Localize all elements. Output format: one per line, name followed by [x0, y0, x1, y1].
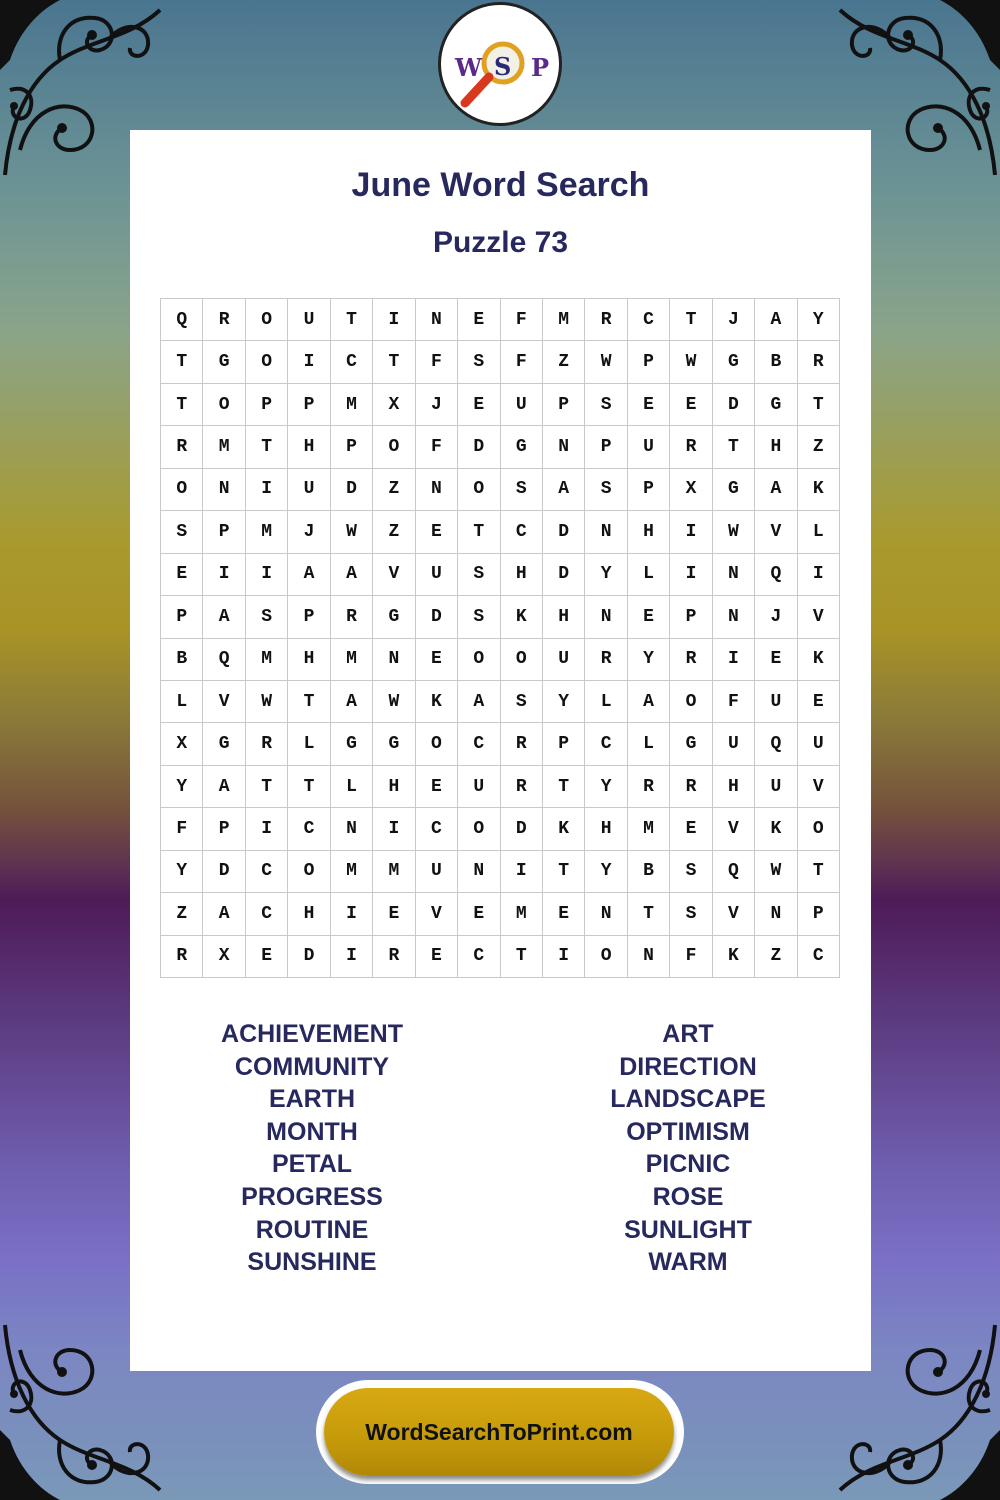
puzzle-sheet: [130, 130, 871, 1371]
grid-cell[interactable]: T: [713, 426, 755, 468]
grid-cell[interactable]: G: [670, 723, 712, 765]
grid-cell[interactable]: H: [585, 808, 627, 850]
grid-cell[interactable]: H: [501, 554, 543, 596]
grid-cell[interactable]: M: [543, 299, 585, 341]
word-list-item: DIRECTION: [619, 1052, 757, 1081]
grid-cell[interactable]: O: [501, 639, 543, 681]
grid-cell[interactable]: N: [331, 808, 373, 850]
grid-cell[interactable]: O: [670, 681, 712, 723]
grid-cell[interactable]: Y: [585, 554, 627, 596]
grid-cell[interactable]: N: [628, 936, 670, 978]
grid-cell[interactable]: L: [628, 723, 670, 765]
grid-cell[interactable]: V: [798, 766, 840, 808]
grid-cell[interactable]: A: [203, 596, 245, 638]
grid-cell[interactable]: E: [755, 639, 797, 681]
grid-cell[interactable]: P: [161, 596, 203, 638]
grid-cell[interactable]: O: [246, 341, 288, 383]
word-list-item: SUNSHINE: [247, 1248, 377, 1277]
grid-cell[interactable]: R: [628, 766, 670, 808]
grid-cell[interactable]: C: [458, 936, 500, 978]
grid-cell[interactable]: C: [628, 299, 670, 341]
grid-cell[interactable]: E: [458, 384, 500, 426]
grid-cell[interactable]: L: [288, 723, 330, 765]
grid-cell[interactable]: I: [246, 554, 288, 596]
grid-cell[interactable]: I: [373, 808, 415, 850]
grid-cell[interactable]: U: [501, 384, 543, 426]
site-logo[interactable]: [438, 2, 562, 126]
grid-cell[interactable]: T: [331, 299, 373, 341]
grid-cell[interactable]: U: [416, 554, 458, 596]
grid-cell[interactable]: U: [458, 766, 500, 808]
grid-cell[interactable]: L: [628, 554, 670, 596]
grid-cell[interactable]: O: [246, 299, 288, 341]
grid-cell[interactable]: D: [331, 469, 373, 511]
grid-cell[interactable]: T: [543, 766, 585, 808]
grid-cell[interactable]: P: [203, 511, 245, 553]
grid-cell[interactable]: P: [798, 893, 840, 935]
grid-cell[interactable]: J: [416, 384, 458, 426]
grid-cell[interactable]: U: [543, 639, 585, 681]
logo-letter-p: P: [531, 53, 550, 82]
word-list-item: PICNIC: [645, 1150, 731, 1179]
grid-cell[interactable]: H: [373, 766, 415, 808]
grid-cell[interactable]: L: [161, 681, 203, 723]
grid-cell[interactable]: U: [288, 299, 330, 341]
grid-cell[interactable]: E: [416, 511, 458, 553]
grid-cell[interactable]: P: [331, 426, 373, 468]
grid-cell[interactable]: M: [628, 808, 670, 850]
grid-cell[interactable]: P: [543, 723, 585, 765]
grid-cell[interactable]: C: [458, 723, 500, 765]
grid-cell[interactable]: I: [501, 851, 543, 893]
grid-cell[interactable]: H: [755, 426, 797, 468]
grid-cell[interactable]: O: [458, 469, 500, 511]
grid-cell[interactable]: R: [203, 299, 245, 341]
grid-cell[interactable]: N: [713, 596, 755, 638]
site-link-button[interactable]: WordSearchToPrint.com: [324, 1388, 674, 1476]
word-list-item: OPTIMISM: [626, 1117, 750, 1146]
grid-cell[interactable]: O: [458, 808, 500, 850]
grid-cell[interactable]: U: [628, 426, 670, 468]
grid-cell[interactable]: I: [373, 299, 415, 341]
grid-cell[interactable]: E: [670, 808, 712, 850]
grid-cell[interactable]: R: [585, 639, 627, 681]
grid-cell[interactable]: G: [755, 384, 797, 426]
grid-cell[interactable]: E: [458, 893, 500, 935]
grid-cell[interactable]: P: [203, 808, 245, 850]
word-list-item: ART: [662, 1020, 714, 1048]
grid-cell[interactable]: H: [288, 426, 330, 468]
grid-cell[interactable]: L: [331, 766, 373, 808]
grid-cell[interactable]: G: [713, 469, 755, 511]
grid-cell[interactable]: R: [670, 639, 712, 681]
grid-cell[interactable]: X: [203, 936, 245, 978]
grid-cell[interactable]: N: [416, 469, 458, 511]
grid-cell[interactable]: O: [416, 723, 458, 765]
grid-cell[interactable]: I: [798, 554, 840, 596]
grid-cell[interactable]: K: [543, 808, 585, 850]
grid-cell[interactable]: A: [331, 681, 373, 723]
grid-cell[interactable]: V: [798, 596, 840, 638]
grid-cell[interactable]: I: [670, 554, 712, 596]
word-list-item: PROGRESS: [241, 1182, 383, 1211]
grid-cell[interactable]: L: [798, 511, 840, 553]
grid-cell[interactable]: M: [331, 384, 373, 426]
grid-cell[interactable]: I: [288, 341, 330, 383]
word-list-item: COMMUNITY: [234, 1052, 390, 1081]
grid-cell[interactable]: D: [543, 511, 585, 553]
grid-cell[interactable]: R: [501, 723, 543, 765]
grid-cell[interactable]: O: [585, 936, 627, 978]
grid-cell[interactable]: R: [670, 766, 712, 808]
grid-cell[interactable]: V: [755, 511, 797, 553]
grid-cell[interactable]: B: [755, 341, 797, 383]
grid-cell[interactable]: T: [670, 299, 712, 341]
grid-cell[interactable]: F: [416, 426, 458, 468]
grid-cell[interactable]: E: [458, 299, 500, 341]
grid-cell[interactable]: I: [713, 639, 755, 681]
grid-cell[interactable]: Y: [543, 681, 585, 723]
grid-cell[interactable]: I: [203, 554, 245, 596]
grid-cell[interactable]: A: [203, 893, 245, 935]
grid-cell[interactable]: S: [246, 596, 288, 638]
grid-cell[interactable]: T: [798, 851, 840, 893]
logo-letter-w: W: [455, 53, 482, 82]
grid-cell[interactable]: R: [246, 723, 288, 765]
grid-cell[interactable]: U: [755, 681, 797, 723]
grid-cell[interactable]: O: [798, 808, 840, 850]
grid-cell[interactable]: P: [670, 596, 712, 638]
grid-cell[interactable]: R: [331, 596, 373, 638]
grid-cell[interactable]: W: [670, 341, 712, 383]
grid-cell[interactable]: I: [331, 893, 373, 935]
grid-cell[interactable]: Y: [798, 299, 840, 341]
grid-cell[interactable]: V: [203, 681, 245, 723]
grid-cell[interactable]: P: [628, 341, 670, 383]
grid-cell[interactable]: W: [585, 341, 627, 383]
grid-cell[interactable]: Q: [161, 299, 203, 341]
grid-cell[interactable]: O: [203, 384, 245, 426]
grid-cell[interactable]: P: [543, 384, 585, 426]
grid-cell[interactable]: B: [628, 851, 670, 893]
grid-cell[interactable]: G: [373, 596, 415, 638]
grid-cell[interactable]: E: [161, 554, 203, 596]
grid-cell[interactable]: Q: [755, 723, 797, 765]
footer-badge: [316, 1380, 684, 1484]
grid-cell[interactable]: C: [331, 341, 373, 383]
grid-cell[interactable]: C: [798, 936, 840, 978]
grid-cell[interactable]: X: [161, 723, 203, 765]
grid-cell[interactable]: U: [798, 723, 840, 765]
grid-cell[interactable]: T: [628, 893, 670, 935]
grid-cell[interactable]: T: [798, 384, 840, 426]
grid-cell[interactable]: W: [373, 681, 415, 723]
grid-cell[interactable]: H: [713, 766, 755, 808]
grid-cell[interactable]: W: [713, 511, 755, 553]
grid-cell[interactable]: D: [501, 808, 543, 850]
grid-cell[interactable]: E: [798, 681, 840, 723]
grid-cell[interactable]: O: [288, 851, 330, 893]
grid-cell[interactable]: S: [585, 469, 627, 511]
grid-cell[interactable]: S: [670, 851, 712, 893]
grid-cell[interactable]: U: [755, 766, 797, 808]
grid-cell[interactable]: I: [246, 808, 288, 850]
grid-cell[interactable]: T: [373, 341, 415, 383]
grid-cell[interactable]: A: [755, 299, 797, 341]
grid-cell[interactable]: W: [755, 851, 797, 893]
grid-cell[interactable]: R: [373, 936, 415, 978]
grid-cell[interactable]: K: [798, 469, 840, 511]
grid-cell[interactable]: C: [246, 893, 288, 935]
grid-cell[interactable]: D: [203, 851, 245, 893]
grid-cell[interactable]: X: [670, 469, 712, 511]
grid-cell[interactable]: V: [713, 893, 755, 935]
grid-cell[interactable]: G: [373, 723, 415, 765]
grid-cell[interactable]: S: [501, 681, 543, 723]
grid-cell[interactable]: Q: [755, 554, 797, 596]
word-list-item: WARM: [648, 1248, 728, 1277]
grid-cell[interactable]: U: [713, 723, 755, 765]
grid-cell[interactable]: Y: [585, 851, 627, 893]
grid-cell[interactable]: T: [161, 384, 203, 426]
grid-cell[interactable]: S: [670, 893, 712, 935]
grid-cell[interactable]: H: [628, 511, 670, 553]
grid-cell[interactable]: N: [585, 511, 627, 553]
grid-cell[interactable]: M: [331, 639, 373, 681]
word-list-item: LANDSCAPE: [610, 1085, 766, 1114]
grid-cell[interactable]: C: [288, 808, 330, 850]
grid-cell[interactable]: D: [713, 384, 755, 426]
grid-cell[interactable]: A: [458, 681, 500, 723]
grid-cell[interactable]: D: [288, 936, 330, 978]
logo-letter-s: S: [494, 52, 512, 81]
grid-cell[interactable]: R: [798, 341, 840, 383]
word-list-right: [538, 1018, 838, 1279]
grid-cell[interactable]: R: [501, 766, 543, 808]
grid-cell[interactable]: E: [373, 893, 415, 935]
grid-cell[interactable]: K: [416, 681, 458, 723]
grid-cell[interactable]: W: [246, 681, 288, 723]
grid-cell[interactable]: E: [416, 766, 458, 808]
grid-cell[interactable]: T: [246, 766, 288, 808]
grid-cell[interactable]: U: [288, 469, 330, 511]
grid-cell[interactable]: E: [628, 596, 670, 638]
grid-cell[interactable]: S: [458, 341, 500, 383]
grid-cell[interactable]: E: [670, 384, 712, 426]
grid-cell[interactable]: E: [416, 936, 458, 978]
grid-cell[interactable]: H: [543, 596, 585, 638]
grid-cell[interactable]: I: [670, 511, 712, 553]
grid-cell[interactable]: G: [203, 723, 245, 765]
grid-cell[interactable]: T: [288, 681, 330, 723]
grid-cell[interactable]: C: [501, 511, 543, 553]
grid-cell[interactable]: O: [373, 426, 415, 468]
word-list-item: MONTH: [266, 1117, 358, 1146]
grid-cell[interactable]: A: [628, 681, 670, 723]
grid-cell[interactable]: T: [161, 341, 203, 383]
grid-cell[interactable]: E: [543, 893, 585, 935]
grid-cell[interactable]: A: [755, 469, 797, 511]
grid-cell[interactable]: T: [501, 936, 543, 978]
grid-cell[interactable]: F: [670, 936, 712, 978]
grid-cell[interactable]: I: [543, 936, 585, 978]
grid-cell[interactable]: E: [246, 936, 288, 978]
grid-cell[interactable]: G: [331, 723, 373, 765]
grid-cell[interactable]: C: [416, 808, 458, 850]
grid-cell[interactable]: F: [713, 681, 755, 723]
grid-cell[interactable]: H: [288, 639, 330, 681]
grid-cell[interactable]: R: [585, 299, 627, 341]
letter-grid: [160, 298, 840, 978]
grid-cell[interactable]: M: [501, 893, 543, 935]
grid-cell[interactable]: F: [501, 299, 543, 341]
word-list-item: EARTH: [268, 1085, 356, 1114]
grid-cell[interactable]: J: [713, 299, 755, 341]
grid-cell[interactable]: U: [416, 851, 458, 893]
grid-cell[interactable]: N: [203, 469, 245, 511]
grid-cell[interactable]: S: [501, 469, 543, 511]
grid-cell[interactable]: Q: [203, 639, 245, 681]
grid-cell[interactable]: O: [458, 639, 500, 681]
grid-cell[interactable]: C: [585, 723, 627, 765]
grid-cell[interactable]: S: [161, 511, 203, 553]
grid-cell[interactable]: A: [203, 766, 245, 808]
grid-cell[interactable]: Z: [543, 341, 585, 383]
grid-cell[interactable]: R: [670, 426, 712, 468]
grid-cell[interactable]: R: [161, 426, 203, 468]
grid-cell[interactable]: V: [416, 893, 458, 935]
grid-cell[interactable]: K: [501, 596, 543, 638]
grid-cell[interactable]: Q: [713, 851, 755, 893]
grid-cell[interactable]: J: [755, 596, 797, 638]
grid-cell[interactable]: A: [288, 554, 330, 596]
word-list-item: ROSE: [652, 1182, 724, 1211]
word-list-item: PETAL: [271, 1150, 353, 1179]
grid-cell[interactable]: N: [713, 554, 755, 596]
word-list-item: ROUTINE: [255, 1215, 369, 1244]
grid-cell[interactable]: N: [458, 851, 500, 893]
grid-cell[interactable]: D: [416, 596, 458, 638]
grid-cell[interactable]: Z: [755, 936, 797, 978]
grid-cell[interactable]: F: [416, 341, 458, 383]
word-list-left: [162, 1018, 462, 1279]
grid-cell[interactable]: A: [543, 469, 585, 511]
grid-cell[interactable]: E: [416, 639, 458, 681]
grid-cell[interactable]: F: [501, 341, 543, 383]
grid-cell[interactable]: N: [373, 639, 415, 681]
grid-cell[interactable]: Y: [628, 639, 670, 681]
grid-cell[interactable]: N: [585, 893, 627, 935]
grid-cell[interactable]: F: [161, 808, 203, 850]
grid-cell[interactable]: K: [755, 808, 797, 850]
grid-cell[interactable]: D: [543, 554, 585, 596]
grid-cell[interactable]: M: [373, 851, 415, 893]
grid-cell[interactable]: I: [331, 936, 373, 978]
grid-cell[interactable]: Y: [585, 766, 627, 808]
grid-cell[interactable]: T: [458, 511, 500, 553]
grid-cell[interactable]: P: [628, 469, 670, 511]
grid-cell[interactable]: A: [331, 554, 373, 596]
word-list-item: SUNLIGHT: [624, 1215, 752, 1244]
grid-cell[interactable]: Y: [161, 851, 203, 893]
page-title: June Word Search: [351, 166, 650, 204]
grid-cell[interactable]: O: [161, 469, 203, 511]
word-list-item: ACHIEVEMENT: [221, 1020, 403, 1048]
grid-cell[interactable]: V: [373, 554, 415, 596]
grid-cell[interactable]: J: [288, 511, 330, 553]
grid-cell[interactable]: P: [288, 596, 330, 638]
grid-cell[interactable]: L: [585, 681, 627, 723]
grid-cell[interactable]: Z: [373, 469, 415, 511]
grid-cell[interactable]: M: [331, 851, 373, 893]
grid-cell[interactable]: N: [585, 596, 627, 638]
grid-cell[interactable]: K: [798, 639, 840, 681]
grid-cell[interactable]: H: [288, 893, 330, 935]
grid-cell[interactable]: W: [331, 511, 373, 553]
grid-cell[interactable]: R: [161, 936, 203, 978]
grid-cell[interactable]: T: [543, 851, 585, 893]
grid-cell[interactable]: S: [458, 554, 500, 596]
grid-cell[interactable]: P: [288, 384, 330, 426]
grid-cell[interactable]: B: [161, 639, 203, 681]
grid-cell[interactable]: N: [543, 426, 585, 468]
grid-cell[interactable]: D: [458, 426, 500, 468]
grid-cell[interactable]: M: [246, 511, 288, 553]
grid-cell[interactable]: X: [373, 384, 415, 426]
grid-cell[interactable]: Y: [161, 766, 203, 808]
grid-cell[interactable]: I: [246, 469, 288, 511]
grid-cell[interactable]: P: [585, 426, 627, 468]
grid-cell[interactable]: K: [713, 936, 755, 978]
grid-cell[interactable]: G: [203, 341, 245, 383]
grid-cell[interactable]: N: [416, 299, 458, 341]
grid-cell[interactable]: S: [585, 384, 627, 426]
grid-cell[interactable]: G: [501, 426, 543, 468]
grid-cell[interactable]: Z: [798, 426, 840, 468]
grid-cell[interactable]: E: [628, 384, 670, 426]
grid-cell[interactable]: N: [755, 893, 797, 935]
grid-cell[interactable]: C: [246, 851, 288, 893]
grid-cell[interactable]: M: [203, 426, 245, 468]
grid-cell[interactable]: Z: [373, 511, 415, 553]
grid-cell[interactable]: G: [713, 341, 755, 383]
grid-cell[interactable]: T: [246, 426, 288, 468]
puzzle-number: Puzzle 73: [432, 226, 569, 259]
grid-cell[interactable]: Z: [161, 893, 203, 935]
grid-cell[interactable]: T: [288, 766, 330, 808]
grid-cell[interactable]: M: [246, 639, 288, 681]
grid-cell[interactable]: S: [458, 596, 500, 638]
grid-cell[interactable]: P: [246, 384, 288, 426]
grid-cell[interactable]: V: [713, 808, 755, 850]
